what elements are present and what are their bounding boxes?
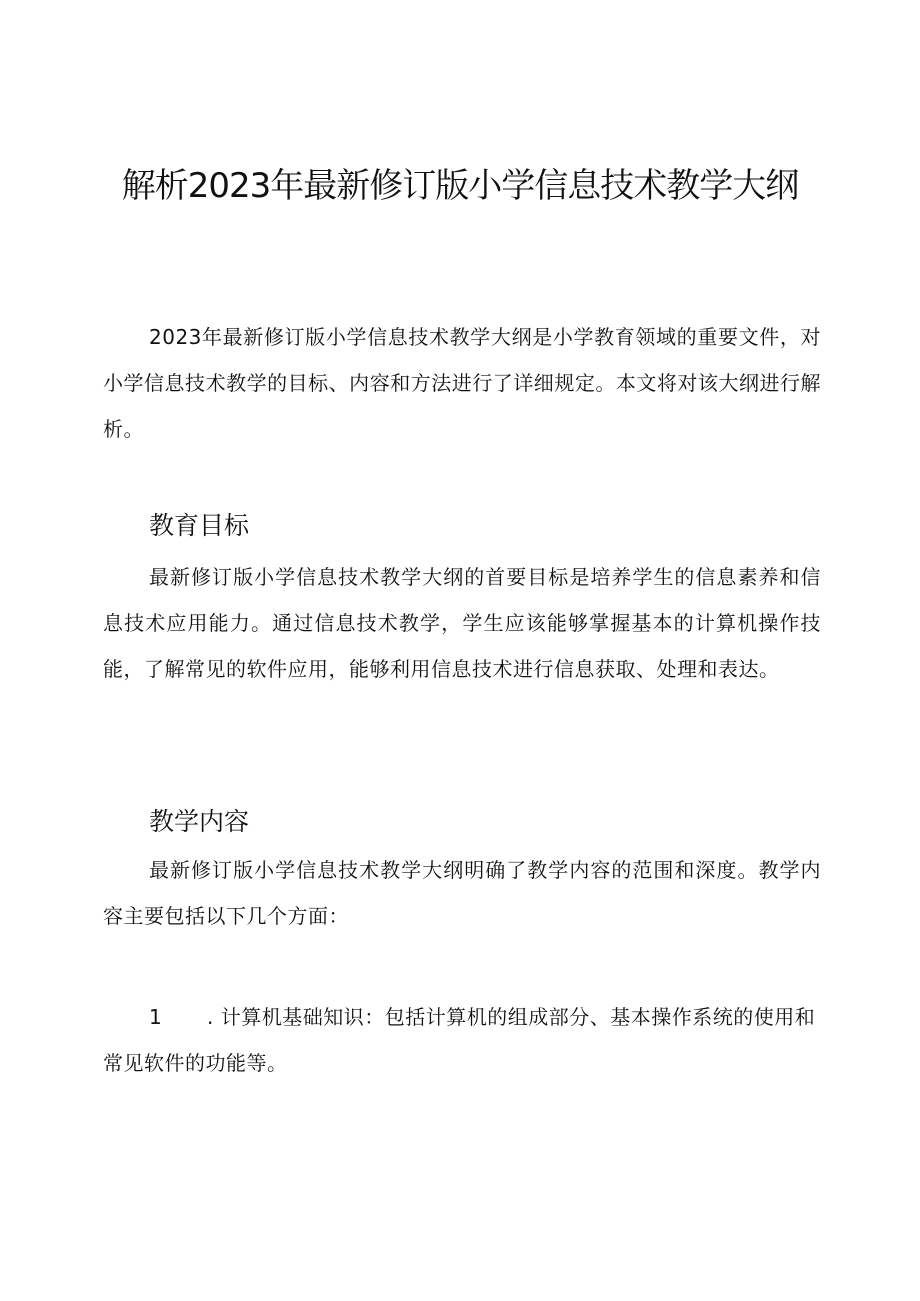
section-heading-goals: 教育目标 xyxy=(149,511,250,540)
list-item xyxy=(103,994,821,1086)
document-title: 解析2023年最新修订版小学信息技术教学大纲 xyxy=(121,166,799,206)
section-heading-content: 教学内容 xyxy=(149,807,250,836)
section-body-content: 最新修订版小学信息技术教学大纲明确了教学内容的范围和深度。教学内容主要包括以下几个方面： xyxy=(103,858,821,928)
list-item-number: 1 xyxy=(149,1005,163,1029)
list-item-text: . 计算机基础知识：包括计算机的组成部分、基本操作系统的使用和常见软件的功能等。 xyxy=(103,1005,816,1075)
section-body-goals: 最新修订版小学信息技术教学大纲的首要目标是培养学生的信息素养和信息技术应用能力。通过信息技术教学，学生应该能够掌握基本的计算机操作技能，了解常见的软件应用，能够利用信息技术进行信息获取、处理和表达。 xyxy=(103,565,821,681)
intro-paragraph: 2023年最新修订版小学信息技术教学大纲是小学教育领域的重要文件，对小学信息技术教学的目标、内容和方法进行了详细规定。本文将对该大纲进行解析。 xyxy=(103,325,821,441)
